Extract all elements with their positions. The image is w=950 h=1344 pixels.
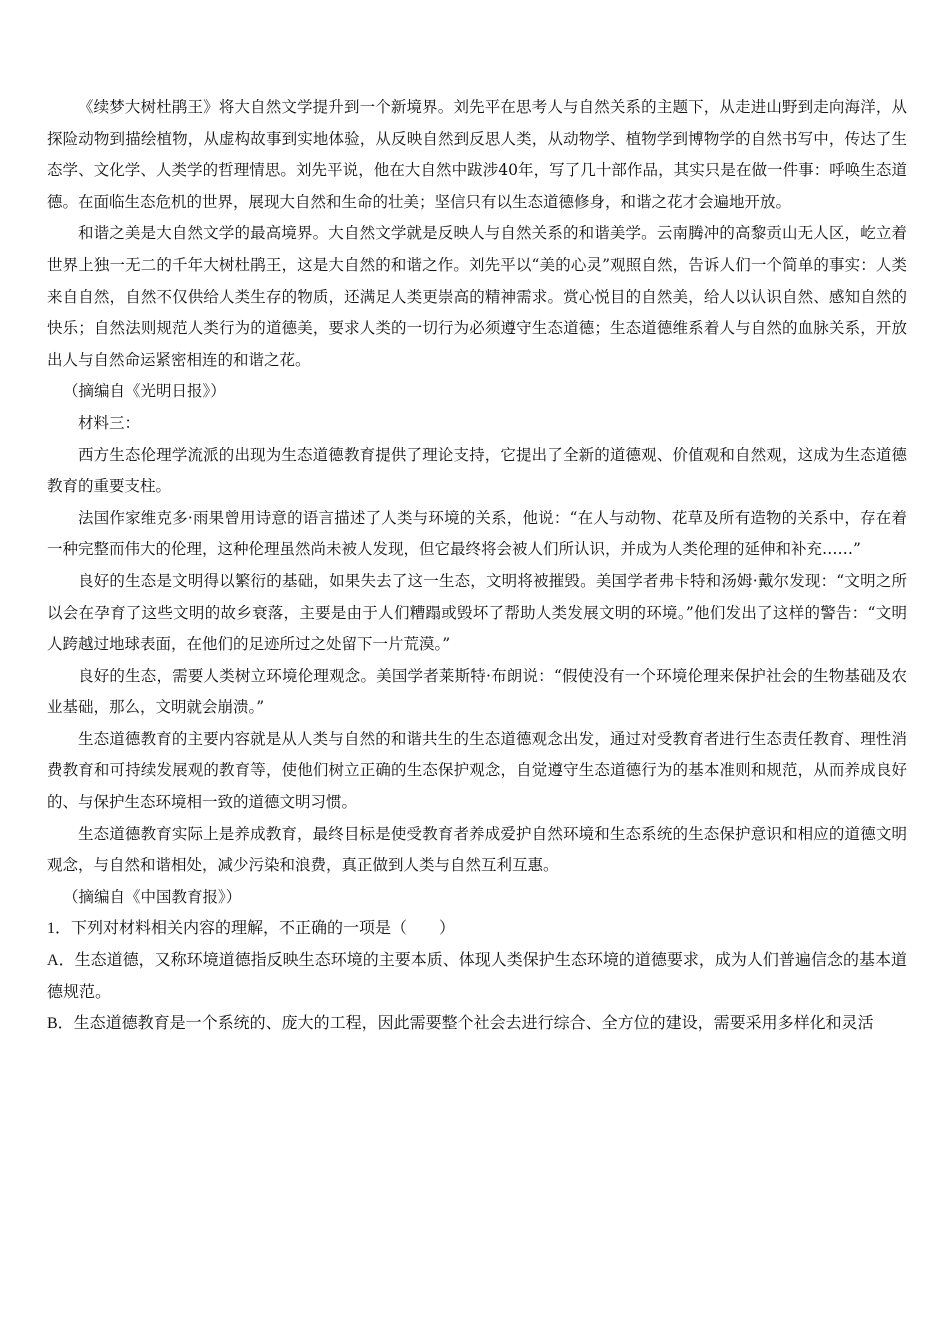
question-1-option-a: A．生态道德，又称环境道德指反映生态环境的主要本质、体现人类保护生态环境的道德要求，成为人们普遍信念的基本道德规范。 bbox=[47, 952, 907, 1001]
source-citation-education-news: （摘编自《中国教育报》） bbox=[63, 887, 242, 906]
document-page bbox=[47, 92, 907, 1040]
source-citation-guangming: （摘编自《光明日报》） bbox=[63, 382, 226, 401]
question-1-option-b: B．生态道德教育是一个系统的、庞大的工程，因此需要整个社会去进行综合、全方位的建设，需要采用多样化和灵活 bbox=[47, 1015, 874, 1033]
paragraph-education-goal: 生态道德教育实际上是养成教育，最终目标是使受教育者养成爱护自然环境和生态系统的生态保护意识和相应的道德文明观念，与自然和谐相处，减少污染和浪费，真正做到人类与自然互利互惠。 bbox=[47, 824, 907, 875]
question-1-stem: 1．下列对材料相关内容的理解，不正确的一项是（ ） bbox=[47, 920, 456, 938]
paragraph-harmony-beauty: 和谐之美是大自然文学的最高境界。大自然文学就是反映人与自然关系的和谐美学。云南腾冲的高黎贡山无人区，屹立着世界上独一无二的千年大树杜鹃王，这是大自然的和谐之作。刘先平以“美的心灵”观照自然，告诉人们一个简单的事实：人类来自自然，自然不仅供给人类生存的物质，还满足人类更崇高的精神需求。赏心悦目的自然美，给人以认识自然、感知自然的快乐；自然法则规范人类行为的道德美，要求人类的一切行为必须遵守生态道德；生态道德维系着人与自然的血脉关系，开放出人与自然命运紧密相连的和谐之花。 bbox=[47, 224, 907, 369]
paragraph-civilization-ecology: 良好的生态是文明得以繁衍的基础，如果失去了这一生态，文明将被摧毁。美国学者弗卡特和汤姆·戴尔发现：“文明之所以会在孕育了这些文明的故乡衰落，主要是由于人们糟蹋或毁坏了帮助人类发展文明的环境。”他们发出了这样的警告：“文明人跨越过地球表面，在他们的足迹所过之处留下一片荒漠。” bbox=[47, 571, 907, 654]
paragraph-tree-rhododendron: 《续梦大树杜鹃王》将大自然文学提升到一个新境界。刘先平在思考人与自然关系的主题下，从走进山野到走向海洋，从探险动物到描绘植物，从虚构故事到实地体验，从反映自然到反思人类，从动物学、植物学到博物学的自然书写中，传达了生态学、文化学、人类学的哲理情思。刘先平说，他在大自然中跋涉40年，写了几十部作品，其实只是在做一件事：呼唤生态道德。在面临生态危机的世界，展现大自然和生命的壮美；坚信只有以生态道德修身，和谐之花才会遍地开放。 bbox=[47, 98, 907, 211]
material-3-label: 材料三： bbox=[78, 413, 141, 432]
paragraph-brown-quote: 良好的生态，需要人类树立环境伦理观念。美国学者莱斯特·布朗说：“假使没有一个环境伦理来保护社会的生物基础及农业基础，那么，文明就会崩溃。” bbox=[47, 666, 907, 717]
paragraph-eco-ethics-school: 西方生态伦理学流派的出现为生态道德教育提供了理论支持，它提出了全新的道德观、价值观和自然观，这成为生态道德教育的重要支柱。 bbox=[47, 445, 907, 496]
paragraph-education-content: 生态道德教育的主要内容就是从人类与自然的和谐共生的生态道德观念出发，通过对受教育者进行生态责任教育、理性消费教育和可持续发展观的教育等，使他们树立正确的生态保护观念，自觉遵守生态道德行为的基本准则和规范，从而养成良好的、与保护生态环境相一致的道德文明习惯。 bbox=[47, 729, 907, 812]
paragraph-hugo-quote: 法国作家维克多·雨果曾用诗意的语言描述了人类与环境的关系，他说：“在人与动物、花草及所有造物的关系中，存在着一种完整而伟大的伦理，这种伦理虽然尚未被人发现，但它最终将会被人们所认识，并成为人类伦理的延伸和补充……” bbox=[47, 508, 907, 559]
